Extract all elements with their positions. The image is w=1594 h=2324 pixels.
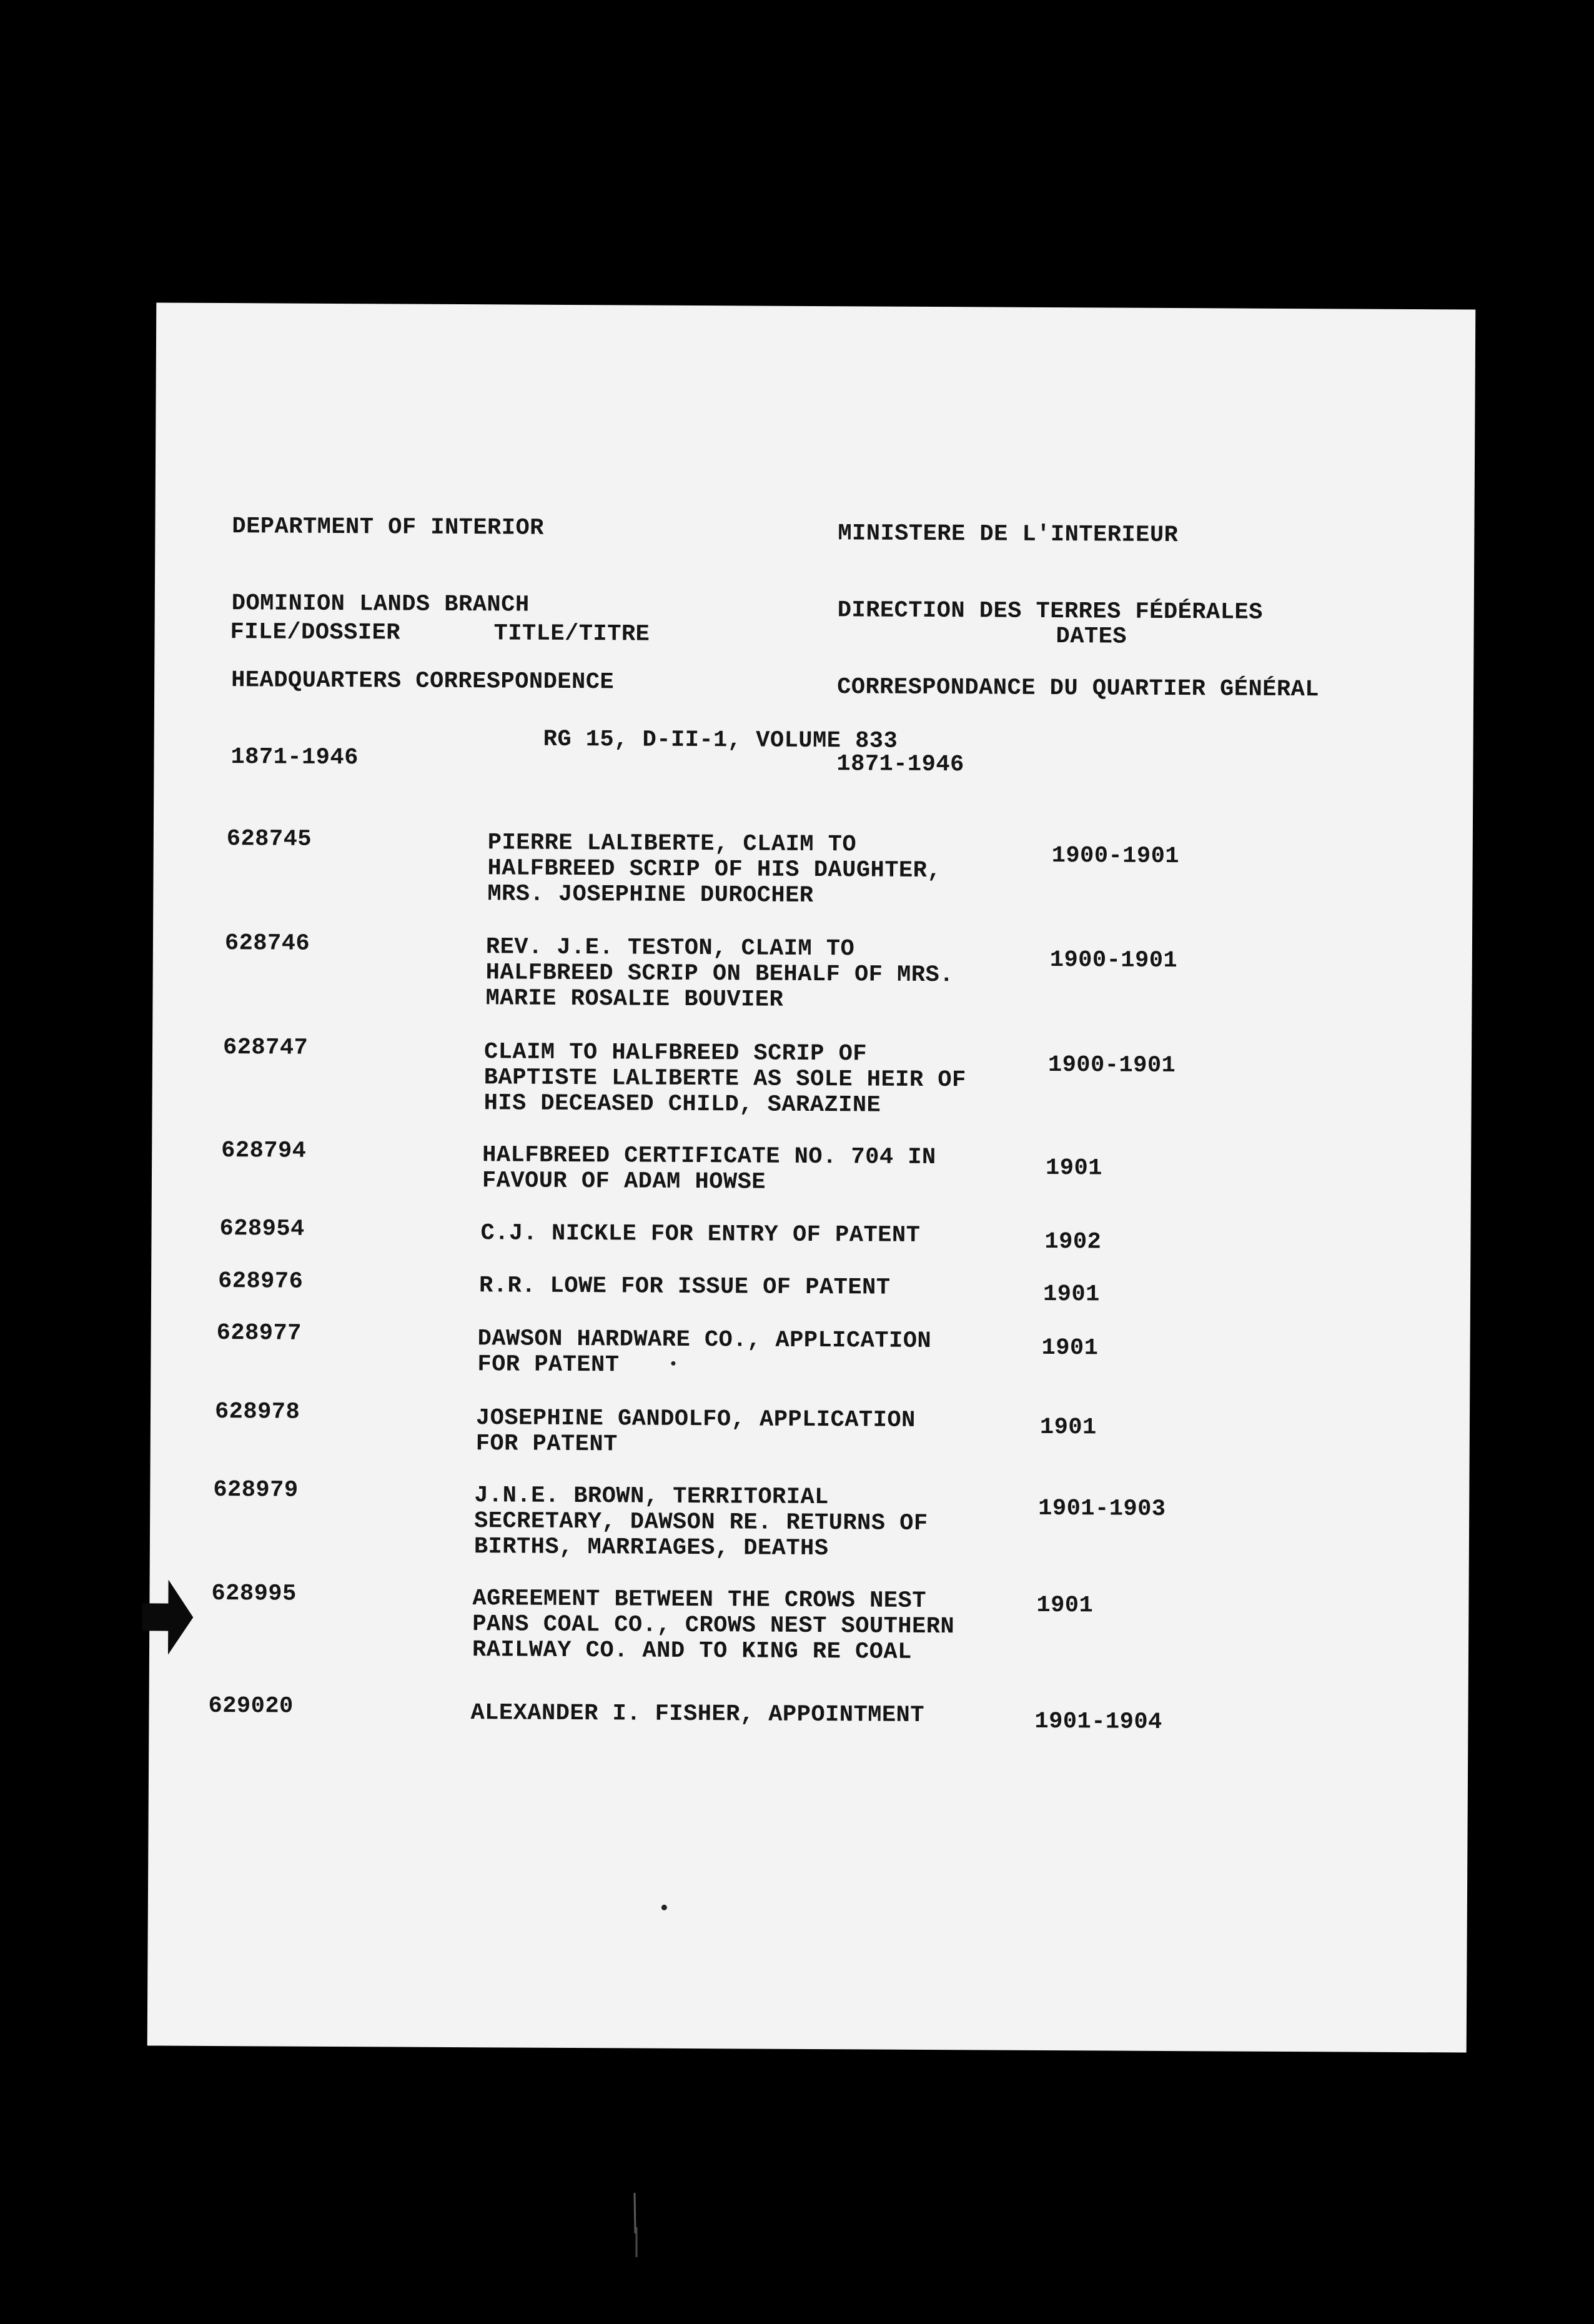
entry-title: JOSEPHINE GANDOLFO, APPLICATION FOR PATENT [475,1405,916,1458]
header-english-line: 1871-1946 [230,744,359,772]
entry-file-number: 628747 [222,1035,309,1061]
entry-title: ALEXANDER I. FISHER, APPOINTMENT [470,1700,925,1729]
entry-title: HALFBREED CERTIFICATE NO. 704 IN FAVOUR OF ADAM HOWSE [482,1142,936,1196]
document-page [147,302,1476,2052]
entry-title: C.J. NICKLE FOR ENTRY OF PATENT [480,1220,921,1249]
entry-file-number: 628995 [211,1580,297,1607]
entry-title: CLAIM TO HALFBREED SCRIP OF BAPTISTE LALIBERTE AS SOLE HEIR OF HIS DECEASED CHILD, SARAZINE [483,1039,966,1119]
entry-title: R.R. LOWE FOR ISSUE OF PATENT [478,1273,891,1301]
header-english-line: DEPARTMENT OF INTERIOR [232,514,545,542]
entry-dates: 1901 [1042,1281,1100,1308]
entry-dates: 1901 [1041,1334,1099,1362]
header-french-line: DIRECTION DES TERRES FÉDÉRALES [837,597,1263,626]
entry-file-number: 628976 [218,1268,304,1295]
header-french-line: CORRESPONDANCE DU QUARTIER GÉNÉRAL [836,674,1320,703]
film-scratch-mark [633,2190,639,2258]
entry-dates: 1900-1901 [1051,843,1180,870]
header-english-line: HEADQUARTERS CORRESPONDENCE [231,667,615,696]
entry-file-number: 629020 [208,1692,294,1720]
arrow-right-icon [142,1579,194,1654]
entry-dates: 1902 [1044,1228,1102,1256]
entry-title: PIERRE LALIBERTE, CLAIM TO HALFBREED SCRIP OF HIS DAUGHTER, MRS. JOSEPHINE DUROCHER [487,830,942,910]
header-english-line: DOMINION LANDS BRANCH [231,590,530,618]
header-french-line: MINISTERE DE L'INTERIEUR [838,520,1179,549]
entry-dates: 1900-1901 [1049,946,1178,975]
entry-title: DAWSON HARDWARE CO., APPLICATION FOR PATENT [477,1326,932,1379]
entry-dates: 1900-1901 [1047,1051,1176,1080]
entry-file-number: 628745 [226,826,312,853]
entry-file-number: 628954 [219,1216,305,1243]
speck-mark [671,1361,675,1366]
entry-title: REV. J.E. TESTON, CLAIM TO HALFBREED SCRIP ON BEHALF OF MRS. MARIE ROSALIE BOUVIER [485,934,954,1013]
column-header-file: FILE/DOSSIER [230,619,401,647]
entry-dates: 1901 [1045,1155,1103,1182]
speck-mark [661,1905,667,1910]
entry-dates: 1901-1904 [1034,1708,1162,1736]
header-french [836,470,1320,831]
volume-reference: RG 15, D-II-1, VOLUME 833 [543,726,898,755]
entry-file-number: 628979 [213,1476,299,1504]
entry-title: J.N.E. BROWN, TERRITORIAL SECRETARY, DAWSON RE. RETURNS OF BIRTHS, MARRIAGES, DEATHS [473,1482,928,1562]
header-french-line: 1871-1946 [836,751,964,778]
entry-file-number: 628977 [216,1320,302,1347]
column-header-title: TITLE/TITRE [493,620,650,648]
entry-dates: 1901-1903 [1038,1495,1166,1522]
entry-file-number: 628978 [214,1399,300,1426]
column-header-dates: DATES [1056,623,1127,650]
entry-title: AGREEMENT BETWEEN THE CROWS NEST PANS COAL CO., CROWS NEST SOUTHERN RAILWAY CO. AND TO KING RE COAL [472,1586,955,1666]
entry-dates: 1901 [1036,1592,1094,1619]
entry-file-number: 628746 [224,930,310,957]
entry-dates: 1901 [1039,1414,1097,1441]
entry-file-number: 628794 [221,1138,307,1164]
